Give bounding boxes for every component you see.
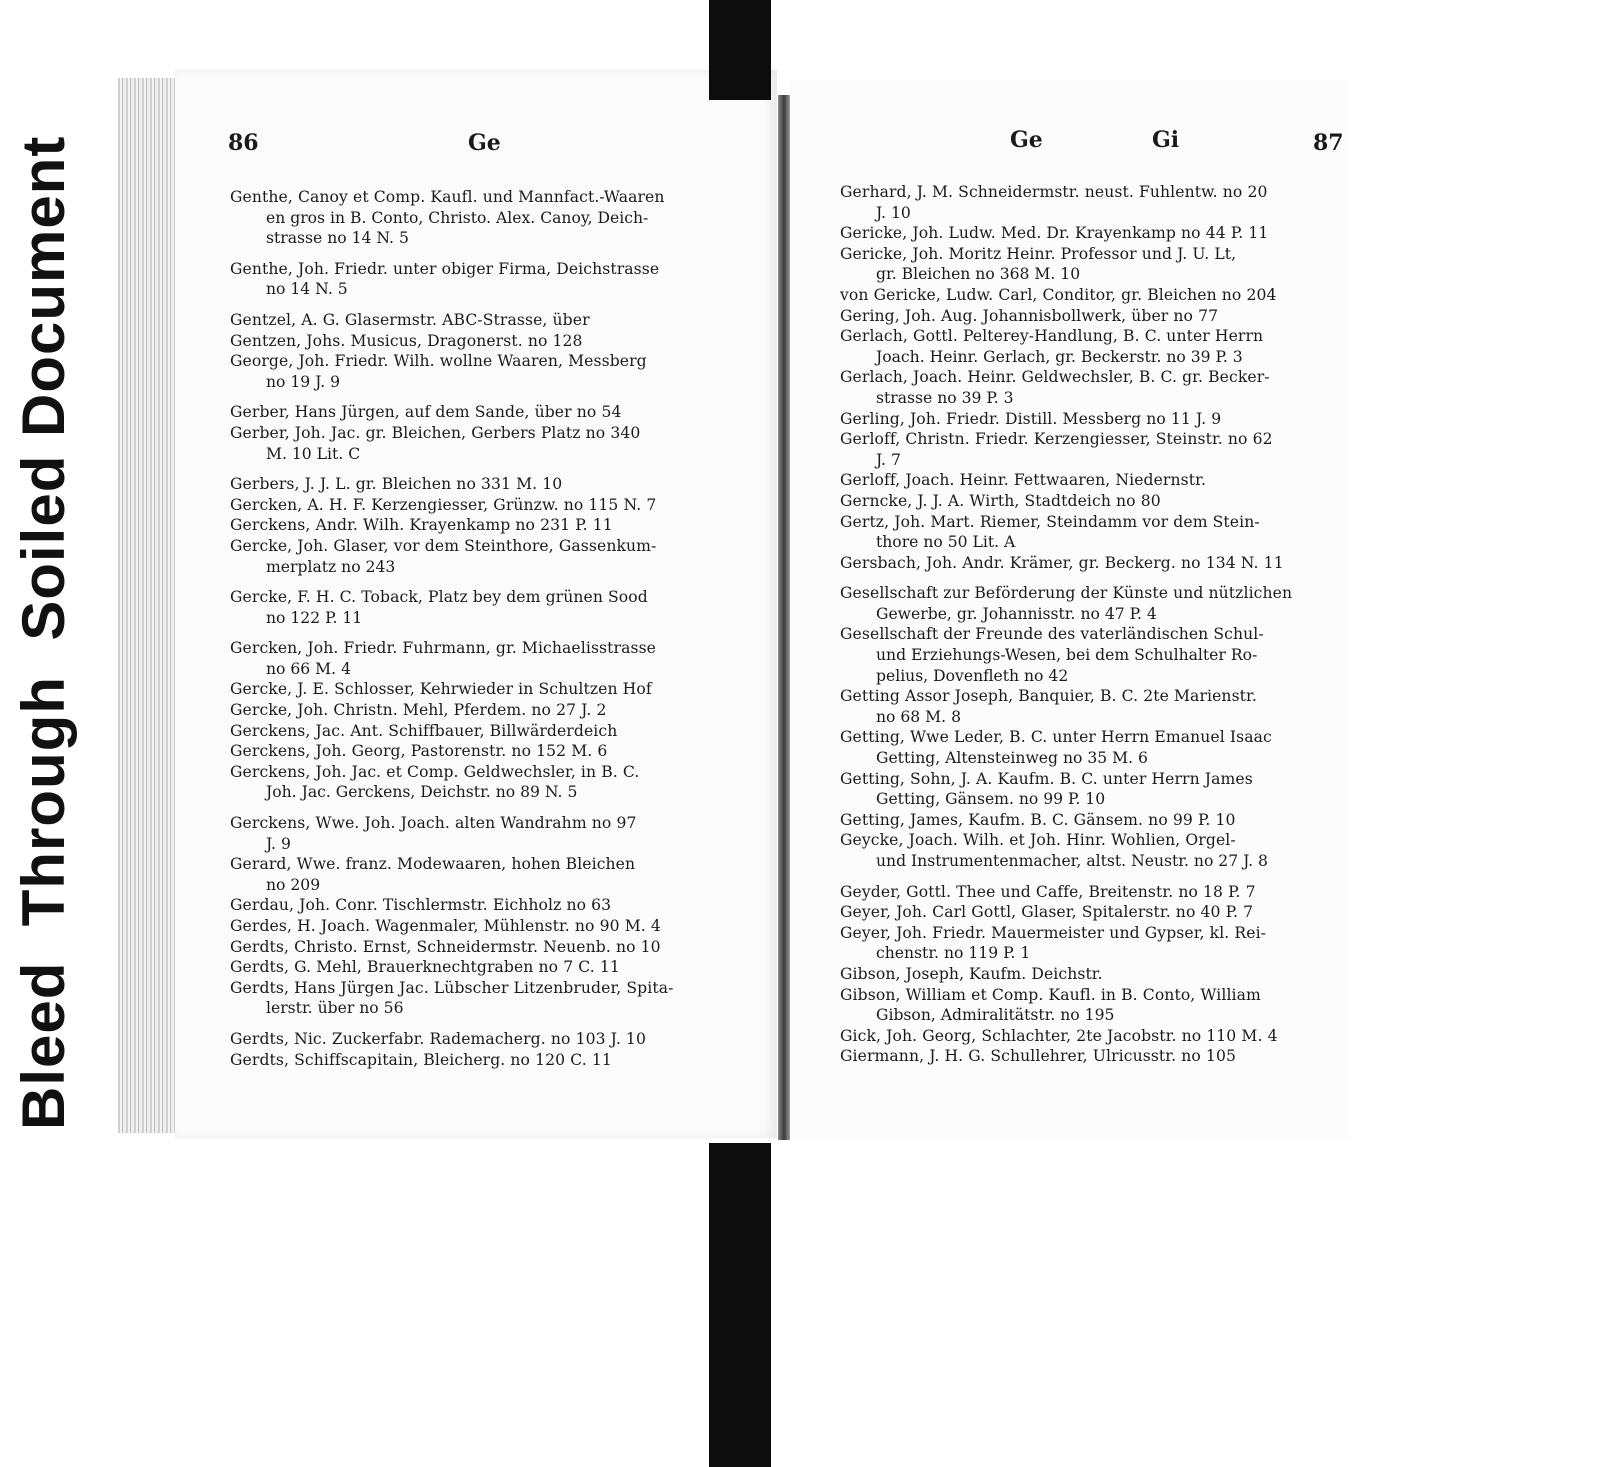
entry-line: Getting, Sohn, J. A. Kaufm. B. C. unter Herrn James xyxy=(840,769,1253,788)
directory-entry xyxy=(230,916,750,937)
right-running-head-gi: Gi xyxy=(1152,127,1180,153)
directory-entry xyxy=(840,902,1350,923)
entry-line: Gerckens, Jac. Ant. Schiffbauer, Billwärderdeich xyxy=(230,721,618,740)
entry-continuation-line: pelius, Dovenfleth no 42 xyxy=(876,666,1069,685)
page-edges xyxy=(118,78,180,1133)
entry-continuation-line: no 66 M. 4 xyxy=(266,659,351,678)
entry-line: George, Joh. Friedr. Wilh. wollne Waaren, Messberg xyxy=(230,352,647,371)
entry-line: Gentzel, A. G. Glasermstr. ABC-Strasse, über xyxy=(230,310,590,329)
entry-continuation-line: J. 10 xyxy=(876,203,911,222)
directory-entry xyxy=(840,985,1350,1026)
directory-entry xyxy=(230,587,750,628)
entry-continuation-line: merplatz no 243 xyxy=(266,557,396,576)
entry-line: Gercken, Joh. Friedr. Fuhrmann, gr. Michaelisstrasse xyxy=(230,639,656,658)
entry-continuation-line: Joh. Jac. Gerckens, Deichstr. no 89 N. 5 xyxy=(266,783,578,802)
directory-entry xyxy=(230,854,750,895)
entry-continuation-line: Getting, Altensteinweg no 35 M. 6 xyxy=(876,749,1148,768)
entry-line: Gericke, Joh. Ludw. Med. Dr. Krayenkamp no 44 P. 11 xyxy=(840,224,1269,243)
entry-line: Gesellschaft zur Beförderung der Künste und nützlichen xyxy=(840,584,1293,603)
entry-continuation-line: lerstr. über no 56 xyxy=(266,999,404,1018)
entry-line: Gick, Joh. Georg, Schlachter, 2te Jacobstr. no 110 M. 4 xyxy=(840,1026,1278,1045)
entry-continuation-line: und Instrumentenmacher, altst. Neustr. no 27 J. 8 xyxy=(876,852,1268,870)
entry-line: Gerdts, Hans Jürgen Jac. Lübscher Litzenbruder, Spita- xyxy=(230,978,674,997)
entry-continuation-line: thore no 50 Lit. A xyxy=(876,533,1016,552)
entry-line: Getting, Wwe Leder, B. C. unter Herrn Emanuel Isaac xyxy=(840,728,1272,747)
entry-line: Gercke, F. H. C. Toback, Platz bey dem grünen Sood xyxy=(230,588,648,607)
directory-entry xyxy=(840,923,1350,964)
entry-line: Gering, Joh. Aug. Johannisbollwerk, über no 77 xyxy=(840,306,1219,325)
entry-continuation-line: Gewerbe, gr. Johannisstr. no 47 P. 4 xyxy=(876,604,1157,623)
entry-line: Gesellschaft der Freunde des vaterländischen Schul- xyxy=(840,625,1264,644)
directory-entry xyxy=(840,830,1350,871)
entry-line: Giermann, J. H. G. Schullehrer, Ulricusstr. no 105 xyxy=(840,1047,1236,1066)
entry-continuation-line: und Erziehungs-Wesen, bei dem Schulhalter Ro- xyxy=(876,646,1258,665)
entry-line: Getting, James, Kaufm. B. C. Gänsem. no 99 P. 10 xyxy=(840,810,1236,829)
left-running-head: Ge xyxy=(468,130,501,156)
directory-entry xyxy=(840,429,1350,470)
directory-entry xyxy=(230,762,750,803)
entry-line: Gerloff, Joach. Heinr. Fettwaaren, Niedernstr. xyxy=(840,471,1206,490)
entry-line: Geyer, Joh. Friedr. Mauermeister und Gypser, kl. Rei- xyxy=(840,923,1267,942)
entry-line: Gerdts, Christo. Ernst, Schneidermstr. Neuenb. no 10 xyxy=(230,937,661,956)
entry-continuation-line: Getting, Gänsem. no 99 P. 10 xyxy=(876,790,1106,809)
entry-line: Gerncke, J. J. A. Wirth, Stadtdeich no 80 xyxy=(840,491,1161,510)
directory-entry xyxy=(840,553,1350,574)
directory-entry xyxy=(840,409,1350,430)
entry-line: Gerbers, J. J. L. gr. Bleichen no 331 M. 10 xyxy=(230,475,563,494)
directory-entry xyxy=(230,679,750,700)
directory-entry xyxy=(840,512,1350,553)
directory-entry xyxy=(230,310,750,331)
entry-line: Genthe, Canoy et Comp. Kaufl. und Mannfact.-Waaren xyxy=(230,188,665,206)
directory-entry xyxy=(230,1050,750,1071)
entry-continuation-line: no 122 P. 11 xyxy=(266,608,363,627)
entry-continuation-line: gr. Bleichen no 368 M. 10 xyxy=(876,265,1081,284)
entry-continuation-line: en gros in B. Conto, Christo. Alex. Canoy, Deich- xyxy=(266,208,649,227)
entry-line: Gerloff, Christn. Friedr. Kerzengiesser, Steinstr. no 62 xyxy=(840,430,1273,449)
directory-entry xyxy=(230,1029,750,1050)
directory-entry xyxy=(840,326,1350,367)
directory-entry xyxy=(230,813,750,854)
entry-continuation-line: strasse no 39 P. 3 xyxy=(876,388,1014,407)
directory-entry xyxy=(230,937,750,958)
entry-line: Gerckens, Wwe. Joh. Joach. alten Wandrahm no 97 xyxy=(230,814,637,833)
right-page-number: 87 xyxy=(1313,130,1344,156)
entry-line: Geyer, Joh. Carl Gottl, Glaser, Spitalerstr. no 40 P. 7 xyxy=(840,903,1254,922)
entry-line: Gerckens, Joh. Jac. et Comp. Geldwechsler, in B. C. xyxy=(230,762,640,781)
directory-entry xyxy=(840,624,1350,686)
entry-continuation-line: no 68 M. 8 xyxy=(876,707,961,726)
entry-continuation-line: Joach. Heinr. Gerlach, gr. Beckerstr. no 39 P. 3 xyxy=(876,347,1243,366)
directory-entry xyxy=(840,1026,1350,1047)
entry-line: Gerdts, G. Mehl, Brauerknechtgraben no 7 C. 11 xyxy=(230,958,620,977)
entry-line: Gerdau, Joh. Conr. Tischlermstr. Eichholz no 63 xyxy=(230,896,612,915)
directory-entry xyxy=(230,474,750,495)
entry-continuation-line: no 19 J. 9 xyxy=(266,372,341,391)
directory-entry xyxy=(230,495,750,516)
entry-continuation-line: chenstr. no 119 P. 1 xyxy=(876,944,1031,963)
directory-entry xyxy=(230,259,750,300)
gutter-shadow-top xyxy=(709,0,771,100)
entry-line: Gerber, Joh. Jac. gr. Bleichen, Gerbers Platz no 340 xyxy=(230,423,641,442)
entry-line: Gerdts, Nic. Zuckerfabr. Rademacherg. no 103 J. 10 xyxy=(230,1029,646,1048)
bleed-through-soiled-stamp: Bleed Through Soiled Document xyxy=(10,135,77,1130)
directory-entry xyxy=(230,638,750,679)
entry-continuation-line: strasse no 14 N. 5 xyxy=(266,229,409,248)
entry-line: Gericke, Joh. Moritz Heinr. Professor und J. U. Lt, xyxy=(840,244,1237,263)
directory-entry xyxy=(230,978,750,1019)
directory-entry xyxy=(840,285,1350,306)
entry-continuation-line: J. 9 xyxy=(266,834,291,853)
right-running-head-ge: Ge xyxy=(1010,127,1043,153)
directory-entry xyxy=(230,515,750,536)
directory-entry xyxy=(840,1046,1350,1067)
book-spine xyxy=(778,95,790,1140)
directory-entry xyxy=(840,244,1350,285)
directory-entry xyxy=(230,187,750,249)
directory-entry xyxy=(840,182,1350,223)
entry-continuation-line: no 14 N. 5 xyxy=(266,280,348,299)
entry-line: Gibson, William et Comp. Kaufl. in B. Conto, William xyxy=(840,985,1261,1004)
entry-line: Gerdes, H. Joach. Wagenmaler, Mühlenstr. no 90 M. 4 xyxy=(230,917,661,935)
entry-line: Gertz, Joh. Mart. Riemer, Steindamm vor dem Stein- xyxy=(840,512,1260,531)
directory-entry xyxy=(230,351,750,392)
left-entries xyxy=(230,187,750,1070)
entry-line: Gercke, Joh. Glaser, vor dem Steinthore, Gassenkum- xyxy=(230,536,657,555)
directory-entry xyxy=(840,769,1350,810)
directory-entry xyxy=(840,810,1350,831)
entry-line: Gerckens, Andr. Wilh. Krayenkamp no 231 P. 11 xyxy=(230,516,613,535)
entry-line: Gerber, Hans Jürgen, auf dem Sande, über no 54 xyxy=(230,403,622,422)
directory-entry xyxy=(840,223,1350,244)
directory-entry xyxy=(840,583,1350,624)
directory-entry xyxy=(230,536,750,577)
entry-line: Gibson, Joseph, Kaufm. Deichstr. xyxy=(840,964,1103,983)
directory-entry xyxy=(840,367,1350,408)
entry-line: Genthe, Joh. Friedr. unter obiger Firma, Deichstrasse xyxy=(230,259,660,278)
entry-line: Gercke, Joh. Christn. Mehl, Pferdem. no 27 J. 2 xyxy=(230,701,607,720)
entry-continuation-line: J. 7 xyxy=(876,450,901,469)
directory-entry xyxy=(840,686,1350,727)
directory-entry xyxy=(840,470,1350,491)
directory-entry xyxy=(230,895,750,916)
entry-line: Gerdts, Schiffscapitain, Bleicherg. no 120 C. 11 xyxy=(230,1050,612,1069)
entry-continuation-line: Gibson, Admiralitätstr. no 195 xyxy=(876,1006,1115,1025)
entry-line: Gerckens, Joh. Georg, Pastorenstr. no 152 M. 6 xyxy=(230,742,608,761)
directory-entry xyxy=(840,491,1350,512)
directory-entry xyxy=(230,331,750,352)
entry-line: Geyder, Gottl. Thee und Caffe, Breitenstr. no 18 P. 7 xyxy=(840,882,1256,901)
gutter-shadow-bottom xyxy=(709,1143,771,1467)
entry-line: Gerlach, Joach. Heinr. Geldwechsler, B. C. gr. Becker- xyxy=(840,368,1270,387)
directory-entry xyxy=(230,423,750,464)
directory-entry xyxy=(230,721,750,742)
entry-line: Gercken, A. H. F. Kerzengiesser, Grünzw. no 115 N. 7 xyxy=(230,495,657,514)
directory-entry xyxy=(840,964,1350,985)
entry-line: Gersbach, Joh. Andr. Krämer, gr. Beckerg. no 134 N. 11 xyxy=(840,553,1284,572)
entry-line: Gentzen, Johs. Musicus, Dragonerst. no 128 xyxy=(230,331,583,350)
directory-entry xyxy=(840,882,1350,903)
directory-entry xyxy=(230,402,750,423)
directory-entry xyxy=(230,957,750,978)
directory-entry xyxy=(840,306,1350,327)
entry-continuation-line: M. 10 Lit. C xyxy=(266,444,361,463)
entry-line: von Gericke, Ludw. Carl, Conditor, gr. Bleichen no 204 xyxy=(840,285,1277,304)
directory-entry xyxy=(840,727,1350,768)
entry-line: Gercke, J. E. Schlosser, Kehrwieder in Schultzen Hof xyxy=(230,680,652,699)
left-page-number: 86 xyxy=(228,130,259,156)
entry-line: Gerard, Wwe. franz. Modewaaren, hohen Bleichen xyxy=(230,855,636,874)
entry-line: Geycke, Joach. Wilh. et Joh. Hinr. Wohlien, Orgel- xyxy=(840,831,1236,850)
entry-line: Gerling, Joh. Friedr. Distill. Messberg no 11 J. 9 xyxy=(840,409,1222,428)
directory-entry xyxy=(230,741,750,762)
entry-line: Gerlach, Gottl. Pelterey-Handlung, B. C. unter Herrn xyxy=(840,327,1264,346)
directory-entry xyxy=(230,700,750,721)
entry-line: Getting Assor Joseph, Banquier, B. C. 2te Marienstr. xyxy=(840,687,1257,706)
entry-line: Gerhard, J. M. Schneidermstr. neust. Fuhlentw. no 20 xyxy=(840,183,1268,201)
entry-continuation-line: no 209 xyxy=(266,875,321,894)
right-entries xyxy=(840,182,1350,1067)
